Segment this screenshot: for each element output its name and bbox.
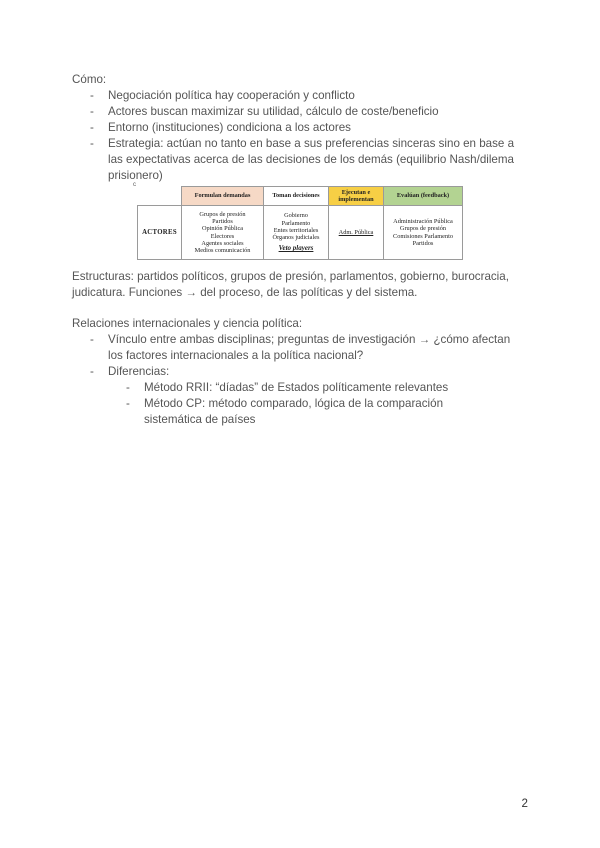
rrii-heading: Relaciones internacionales y ciencia política: bbox=[72, 317, 303, 330]
bullet-dash: - bbox=[90, 137, 94, 150]
cell-decisiones: Gobierno Parlamento Entes territoriales Órganos judiciales Veto players bbox=[264, 206, 329, 260]
bullet-dash: - bbox=[126, 381, 130, 394]
list-item: - Actores buscan maximizar su utilidad, cálculo de coste/beneficio bbox=[90, 105, 439, 118]
rrii-list bbox=[0, 332, 600, 380]
bullet-dash: - bbox=[90, 89, 94, 102]
row-label-actores: ACTORES bbox=[138, 206, 182, 260]
list-item: - Diferencias: bbox=[90, 365, 170, 378]
rrii-sublist bbox=[0, 380, 600, 428]
table-marker: c bbox=[133, 182, 136, 188]
como-heading: Cómo: bbox=[72, 73, 107, 86]
bullet-dash: - bbox=[90, 365, 94, 378]
sub-list-item: - Método RRII: “díadas” de Estados políticamente relevantes bbox=[126, 381, 449, 394]
header-evaluan: Evalúan (feedback) bbox=[384, 187, 463, 206]
cell-demandas: Grupos de presión Partidos Opinión Pública Electores Agentes sociales Medios comunicación bbox=[182, 206, 264, 260]
list-item: - Estrategia: actúan no tanto en base a sus preferencias sinceras sino en base a las expectativas acerca de las decisiones de los demás (equilibrio Nash/dilema prisionero) bbox=[90, 137, 515, 182]
cell-evaluan: Administración Pública Grupos de presión Comisiones Parlamento Partidos bbox=[384, 206, 463, 260]
actors-table bbox=[137, 186, 463, 260]
cell-ejecutan: Adm. Pública bbox=[329, 206, 384, 260]
sub-list-item: - Método CP: método comparado, lógica de la comparación sistemática de países bbox=[126, 397, 444, 426]
list-item: - Negociación política hay cooperación y conflicto bbox=[90, 89, 355, 102]
header-ejecutan: Ejecutan e implementan bbox=[329, 187, 384, 206]
estructuras-paragraph: Estructuras: partidos políticos, grupos de presión, parlamentos, gobierno, burocracia, judicatura. Funciones → del proceso, de las políticas y del sistema. bbox=[72, 270, 509, 299]
bullet-dash: - bbox=[90, 105, 94, 118]
list-item: - Entorno (instituciones) condiciona a los actores bbox=[90, 121, 351, 134]
list-item: - Vínculo entre ambas disciplinas; preguntas de investigación → ¿cómo afectan los factores internacionales a la política nacional? bbox=[90, 333, 511, 362]
page-number: 2 bbox=[521, 797, 528, 810]
table-row bbox=[138, 206, 463, 260]
table-corner bbox=[138, 187, 182, 206]
header-demandas: Formulan demandas bbox=[182, 187, 264, 206]
veto-players-label: Veto players bbox=[278, 244, 314, 253]
header-decisiones: Toman decisiones bbox=[264, 187, 329, 206]
table-header-row bbox=[138, 187, 463, 206]
bullet-dash: - bbox=[90, 121, 94, 134]
bullet-dash: - bbox=[126, 397, 130, 410]
bullet-dash: - bbox=[90, 333, 94, 346]
como-list bbox=[0, 88, 600, 184]
